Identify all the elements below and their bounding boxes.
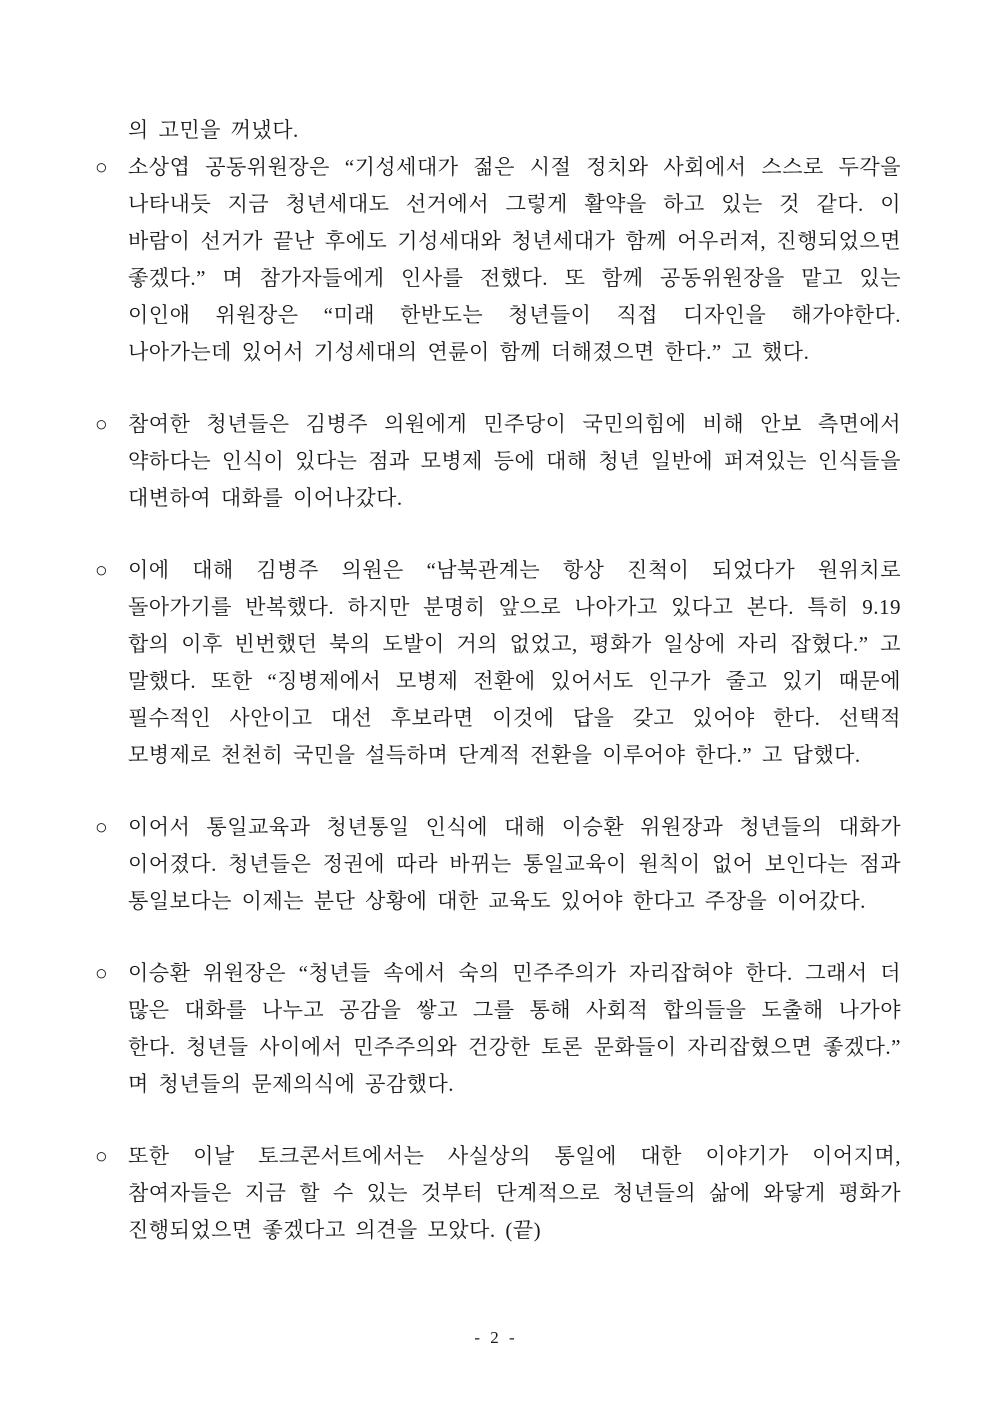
bullet-paragraph <box>95 1138 901 1249</box>
bullet-circle-icon: ○ <box>95 815 108 839</box>
paragraph-text: 이에 대해 김병주 의원은 “남북관계는 항상 진척이 되었다가 원위치로 돌아가기를 반복했다. 하지만 분명히 앞으로 나아가고 있다고 본다. 특히 9.19 합의 이후 빈번했던 북의 도발이 거의 없었고, 평화가 일상에 자리 잡혔다.” 고 말했다. 또한 “징병제에서 모병제 전환에 있어서도 인구가 줄고 있기 때문에 필수적인 사안이고 대선 후보라면 이것에 답을 갖고 있어야 한다. 선택적 모병제로 천천히 국민을 설득하며 단계적 전환을 이루어야 한다.” 고 답했다. <box>128 558 901 767</box>
bullet-paragraph <box>95 955 901 1103</box>
paragraph-text: 참여한 청년들은 김병주 의원에게 민주당이 국민의힘에 비해 안보 측면에서 약하다는 인식이 있다는 점과 모병제 등에 대해 청년 일반에 퍼져있는 인식들을 대변하여 대화를 이어나갔다. <box>128 412 901 510</box>
bullet-circle-icon: ○ <box>95 1144 108 1168</box>
paragraph-text: 이어서 통일교육과 청년통일 인식에 대해 이승환 위원장과 청년들의 대화가 이어졌다. 청년들은 정권에 따라 바뀌는 통일교육이 원칙이 없어 보인다는 점과 통일보다는 이제는 분단 상황에 대한 교육도 있어야 한다고 주장을 이어갔다. <box>128 815 901 913</box>
bullet-paragraph <box>95 809 901 920</box>
bullet-circle-icon: ○ <box>95 961 108 985</box>
paragraph-text: 또한 이날 토크콘서트에서는 사실상의 통일에 대한 이야기가 이어지며, 참여자들은 지금 할 수 있는 것부터 단계적으로 청년들의 삶에 와닿게 평화가 진행되었으면 좋겠다고 의견을 모았다. (끝) <box>128 1144 901 1242</box>
bullet-circle-icon: ○ <box>95 558 108 582</box>
paragraph-text: 이승환 위원장은 “청년들 속에서 숙의 민주주의가 자리잡혀야 한다. 그래서 더 많은 대화를 나누고 공감을 쌓고 그를 통해 사회적 합의들을 도출해 나가야 한다. 청년들 사이에서 민주주의와 건강한 토론 문화들이 자리잡혔으면 좋겠다.” 며 청년들의 문제의식에 공감했다. <box>128 961 901 1096</box>
continuation-text: 의 고민을 꺼냈다. <box>128 118 299 142</box>
page-footer <box>0 1326 992 1350</box>
bullet-list <box>95 149 901 1249</box>
bullet-paragraph <box>95 406 901 517</box>
paragraph-text: 소상엽 공동위원장은 “기성세대가 젊은 시절 정치와 사회에서 스스로 두각을 나타내듯 지금 청년세대도 선거에서 그렇게 활약을 하고 있는 것 같다. 이 바람이 선거가 끝난 후에도 기성세대와 청년세대가 함께 어우러져, 진행되었으면 좋겠다.” 며 참가자들에게 인사를 전했다. 또 함께 공동위원장을 맡고 있는 이인애 위원장은 “미래 한반도는 청년들이 직접 디자인을 해가야한다. 나아가는데 있어서 기성세대의 연륜이 함께 더해졌으면 한다.” 고 했다. <box>128 155 901 364</box>
page-number: - 2 - <box>474 1328 518 1347</box>
continuation-paragraph <box>95 112 901 149</box>
bullet-paragraph <box>95 552 901 774</box>
bullet-paragraph <box>95 149 901 371</box>
bullet-circle-icon: ○ <box>95 412 108 436</box>
document-body <box>95 112 901 1249</box>
bullet-circle-icon: ○ <box>95 155 108 179</box>
